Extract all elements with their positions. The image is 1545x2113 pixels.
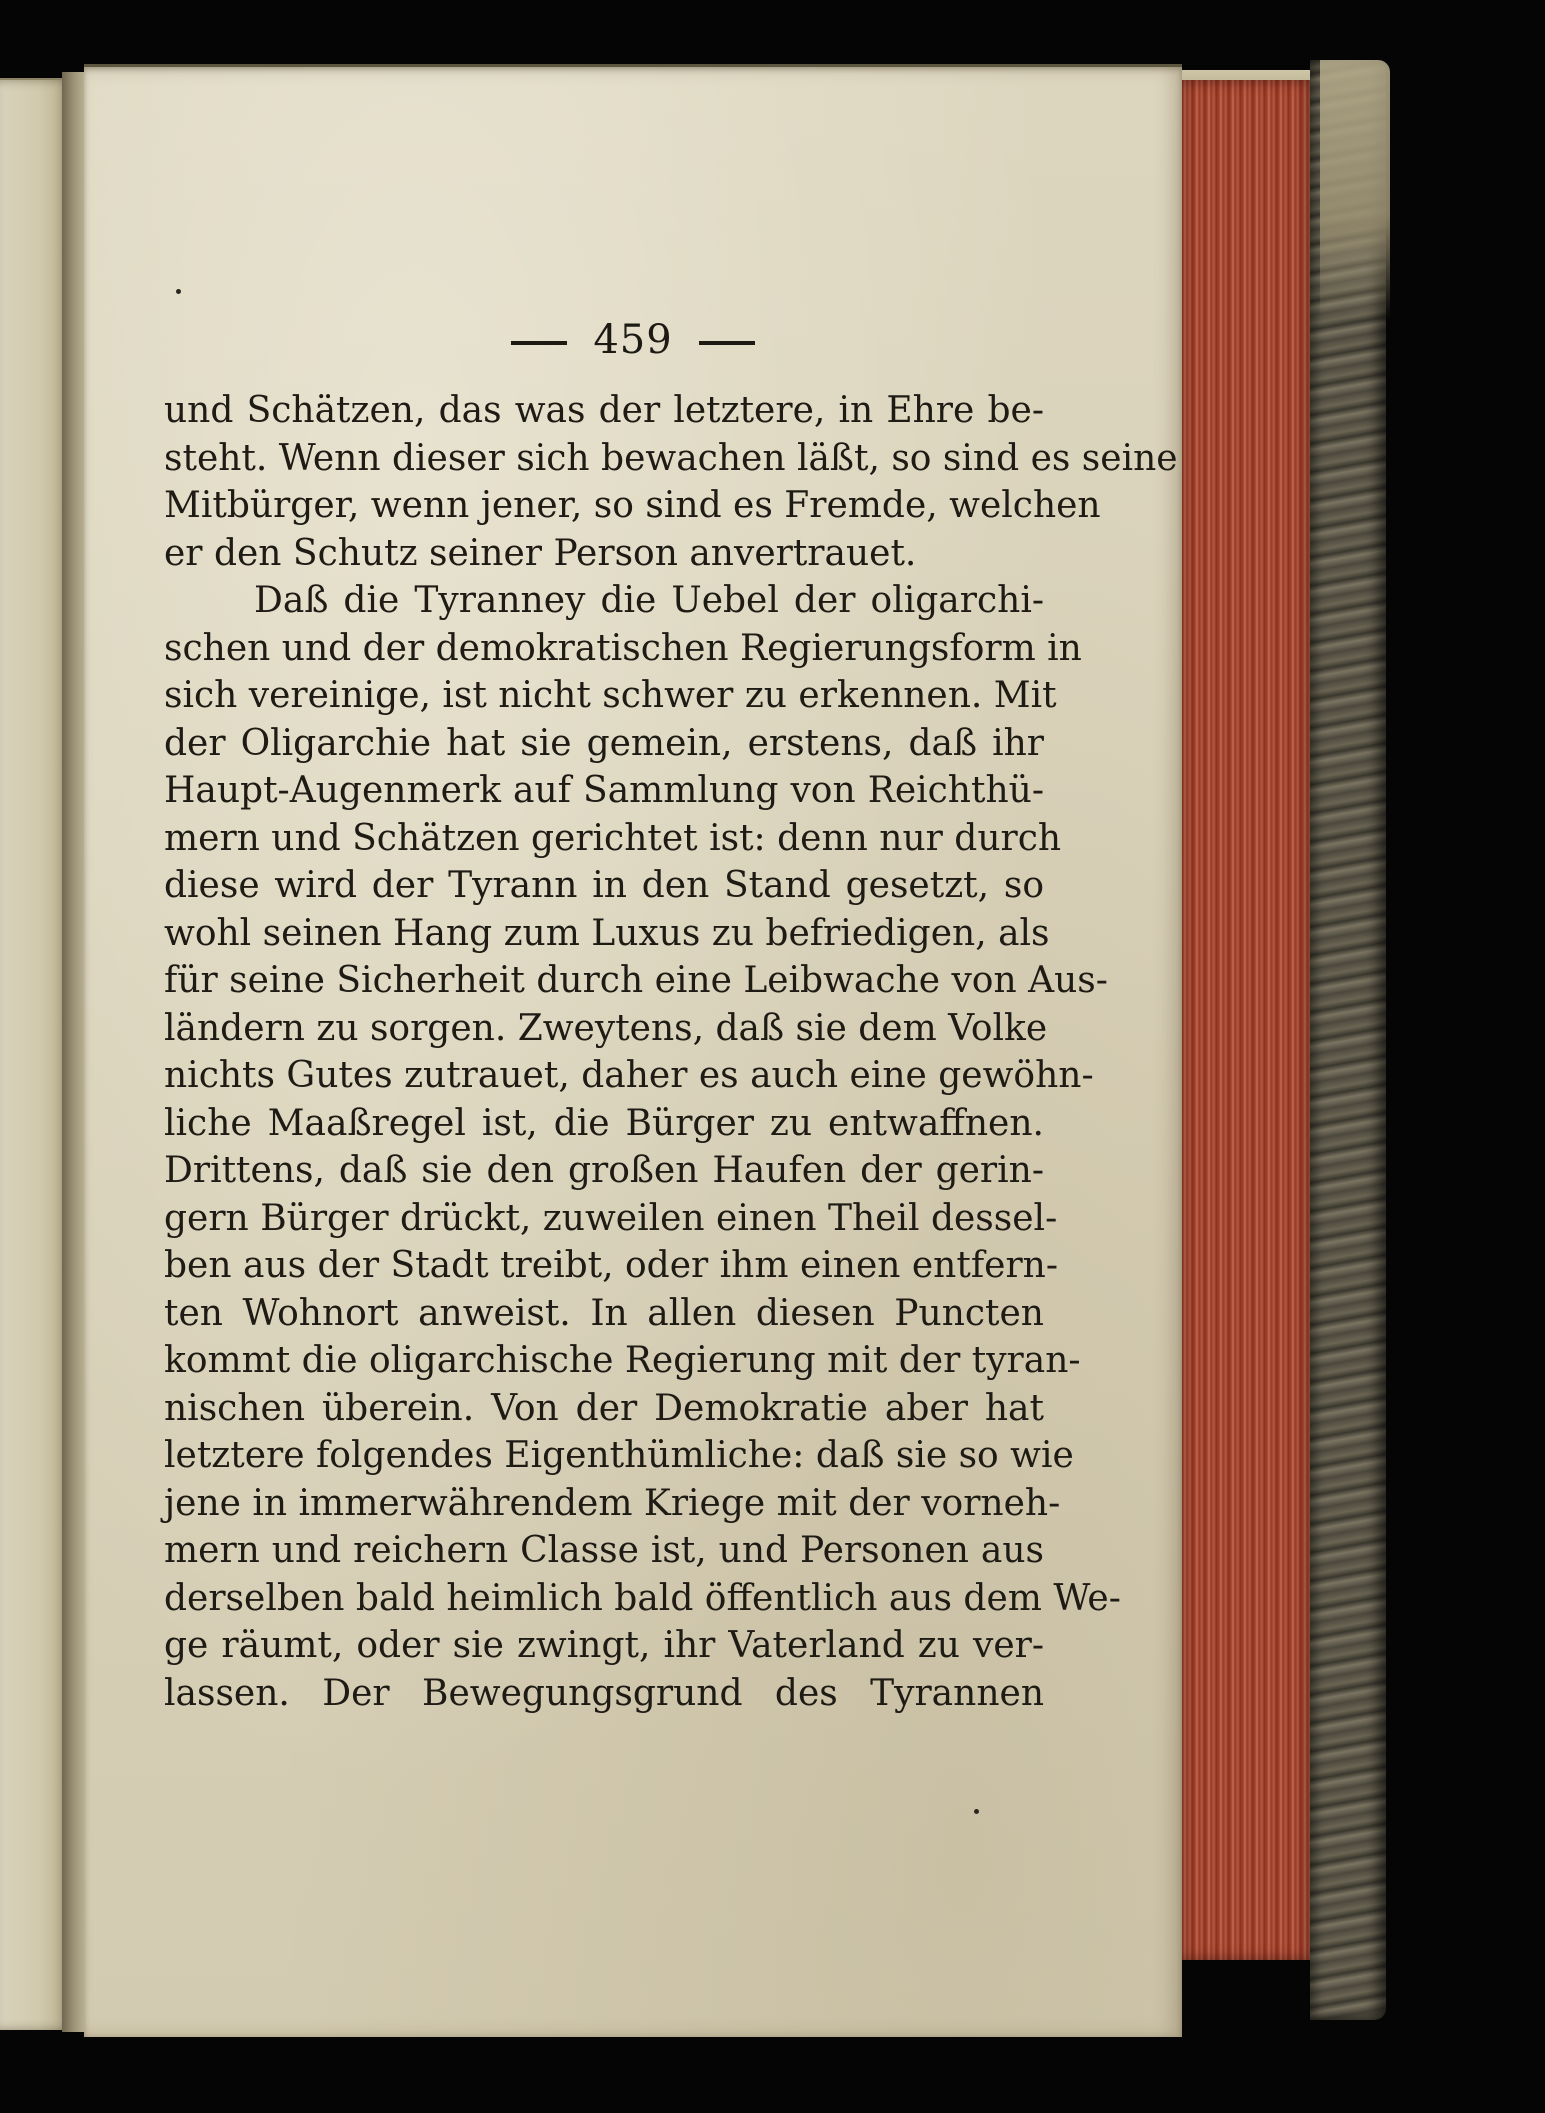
header-dash-left (511, 341, 567, 345)
text-line: ben aus der Stadt treibt, oder ihm einen entfern- (164, 1245, 1059, 1286)
text-line: der Oligarchie hat sie gemein, erstens, daß ihr (164, 722, 1044, 764)
text-line: mern und reichern Classe ist, und Personen aus (164, 1530, 1044, 1571)
text-line: für seine Sicherheit durch eine Leibwache von Aus- (164, 960, 1108, 1001)
text-line: ländern zu sorgen. Zweytens, daß sie dem Volke (164, 1007, 1048, 1049)
page-header (84, 317, 1182, 363)
text-line: kommt die oligarchische Regierung mit der tyran- (164, 1340, 1081, 1381)
text-line: letztere folgendes Eigenthümliche: daß sie so wie (164, 1435, 1074, 1476)
text-line: nichts Gutes zutrauet, daher es auch eine gewöhn- (164, 1055, 1094, 1096)
red-page-edges (1180, 80, 1310, 1960)
book-cover-edge (1310, 60, 1386, 2020)
text-line: sich vereinige, ist nicht schwer zu erkennen. Mit (164, 675, 1057, 716)
text-line: diese wird der Tyrann in den Stand gesetzt, so (164, 865, 1044, 906)
text-line: lassen. Der Bewegungsgrund des Tyrannen (164, 1672, 1044, 1714)
text-line: Mitbürger, wenn jener, so sind es Fremde, welchen (164, 485, 1101, 526)
header-dash-right (699, 341, 755, 345)
text-line: Haupt-Augenmerk auf Sammlung von Reichthü- (164, 770, 1044, 811)
text-line: nischen überein. Von der Demokratie aber hat (164, 1387, 1044, 1429)
text-line: liche Maaßregel ist, die Bürger zu entwaffnen. (164, 1102, 1044, 1144)
ink-speck (974, 1809, 979, 1814)
text-line: ge räumt, oder sie zwingt, ihr Vaterland zu ver- (164, 1625, 1044, 1666)
text-line: ten Wohnort anweist. In allen diesen Puncten (164, 1292, 1044, 1334)
text-line: er den Schutz seiner Person anvertrauet. (164, 532, 917, 574)
text-line: derselben bald heimlich bald öffentlich aus dem We- (164, 1577, 1121, 1619)
text-line: Drittens, daß sie den großen Haufen der gerin- (164, 1150, 1044, 1191)
text-line: wohl seinen Hang zum Luxus zu befriedigen, als (164, 912, 1050, 954)
body-text (164, 387, 1178, 1717)
ink-speck (176, 289, 181, 294)
text-line: und Schätzen, das was der letztere, in Ehre be- (164, 390, 1044, 431)
text-line: jene in immerwährendem Kriege mit der vorneh- (164, 1482, 1061, 1524)
text-line: gern Bürger drückt, zuweilen einen Theil dessel- (164, 1197, 1058, 1239)
text-line: Daß die Tyranney die Uebel der oligarchi- (254, 580, 1044, 621)
text-line: mern und Schätzen gerichtet ist: denn nur durch (164, 817, 1062, 859)
cover-worn-corner (1320, 60, 1390, 320)
previous-page-edge (0, 78, 70, 2030)
book-page (84, 64, 1182, 2037)
text-line: schen und der demokratischen Regierungsform in (164, 627, 1082, 669)
text-line: steht. Wenn dieser sich bewachen läßt, so sind es seine (164, 437, 1178, 479)
page-number: 459 (593, 317, 673, 363)
